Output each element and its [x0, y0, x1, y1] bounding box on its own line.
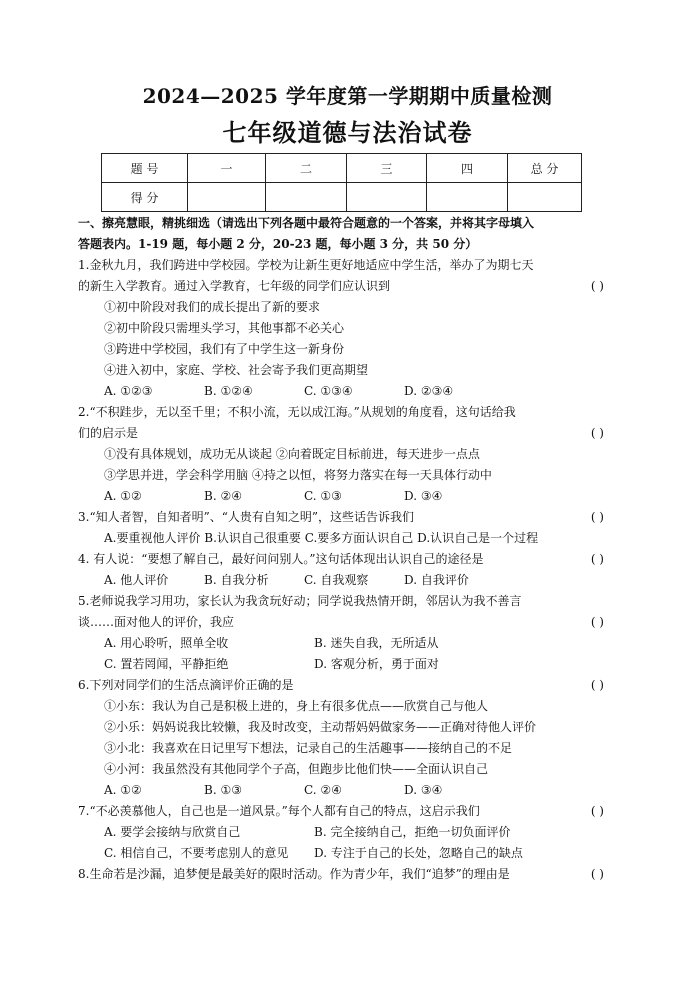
section-instructions-cont: 答题表内。1-19 题，每小题 2 分，20-23 题，每小题 3 分，共 50 分）: [78, 237, 478, 251]
option-b[interactable]: B. ①③: [204, 783, 242, 797]
question-content: [78, 213, 618, 885]
option-a[interactable]: A. ①②: [104, 489, 142, 503]
option-c[interactable]: C. ①③④: [304, 384, 353, 398]
question-6-options: [78, 780, 618, 801]
score-table: [101, 153, 582, 212]
section-instructions: 一、擦亮慧眼，精挑细选（请选出下列各题中最符合题意的一个答案，并将其字母填入: [78, 216, 535, 230]
question-1-text: 1.金秋九月，我们跨进中学校园。学校为让新生更好地适应中学生活，举办了为期七天: [78, 258, 534, 272]
statement: ②初中阶段只需埋头学习，其他事都不必关心: [104, 321, 345, 335]
statement: ③小北：我喜欢在日记里写下想法，记录自己的生活趣事——接纳自己的不足: [104, 741, 513, 755]
score-input-part4[interactable]: [427, 183, 508, 212]
score-input-part1[interactable]: [188, 183, 266, 212]
exam-title: 2024—2025 学年度第一学期期中质量检测: [142, 84, 553, 108]
question-8-text: ( ) 8.生命若是沙漏，追梦便是最美好的限时活动。作为青少年，我们“追梦”的理由是: [78, 864, 618, 885]
option-a[interactable]: A. 他人评价: [104, 573, 169, 587]
option-c[interactable]: C. 自我观察: [304, 573, 369, 587]
question-1-options: [78, 381, 618, 402]
option-d[interactable]: D. ②③④: [404, 384, 454, 398]
answer-blank[interactable]: ( ): [590, 678, 604, 692]
option-b[interactable]: B. 自我分析: [204, 573, 269, 587]
option-b[interactable]: B. ①②④: [204, 384, 253, 398]
score-table-score-row: [102, 183, 582, 212]
score-cell-score-label: 得 分: [102, 183, 188, 212]
answer-blank[interactable]: ( ): [590, 279, 604, 293]
score-cell-part2: 二: [266, 154, 347, 183]
score-table-header-row: [102, 154, 582, 183]
question-7-text: ( ) 7.“不必羡慕他人，自己也是一道风景。”每个人都有自己的特点，这启示我们: [78, 801, 618, 822]
score-cell-part3: 三: [347, 154, 427, 183]
option-d[interactable]: D. ③④: [404, 489, 443, 503]
option-a[interactable]: A. ①②③: [104, 384, 153, 398]
answer-blank[interactable]: ( ): [590, 804, 604, 818]
answer-blank[interactable]: ( ): [590, 615, 604, 629]
answer-blank[interactable]: ( ): [590, 867, 604, 881]
option-c[interactable]: C. 置若罔闻，平静拒绝: [104, 657, 229, 671]
option-c[interactable]: C. 相信自己，不要考虑别人的意见: [104, 846, 289, 860]
question-1-text-cont: ( ) 的新生入学教育。通过入学教育，七年级的同学们应认识到: [78, 276, 618, 297]
statement: ②小乐：妈妈说我比较懒，我及时改变，主动帮妈妈做家务——正确对待他人评价: [104, 720, 537, 734]
question-7-options-row2: [78, 843, 618, 864]
option-b[interactable]: B. ②④: [204, 489, 242, 503]
statement: ④小河：我虽然没有其他同学个子高，但跑步比他们快——全面认识自己: [104, 762, 489, 776]
option-b[interactable]: B. 迷失自我，无所适从: [314, 636, 439, 650]
question-4-text: ( ) 4. 有人说：“要想了解自己，最好问问别人。”这句话体现出认识自己的途径是: [78, 549, 618, 570]
option-c[interactable]: C. ①③: [304, 489, 342, 503]
question-2-options: [78, 486, 618, 507]
statement: ③学思并进，学会科学用脑 ④持之以恒，将努力落实在每一天具体行动中: [104, 468, 492, 482]
option-d[interactable]: D. ③④: [404, 783, 443, 797]
question-5-options-row1: [78, 633, 618, 654]
answer-blank[interactable]: ( ): [590, 552, 604, 566]
question-3-text: ( ) 3.“知人者智，自知者明”、“人贵有自知之明”，这些话告诉我们: [78, 507, 618, 528]
option-d[interactable]: D. 客观分析，勇于面对: [314, 657, 439, 671]
option-a[interactable]: A. ①②: [104, 783, 142, 797]
statement: ③跨进中学校园，我们有了中学生这一新身份: [104, 342, 345, 356]
option-b[interactable]: B. 完全接纳自己，拒绝一切负面评价: [314, 825, 511, 839]
question-5-options-row2: [78, 654, 618, 675]
score-input-part2[interactable]: [266, 183, 347, 212]
score-cell-part1: 一: [188, 154, 266, 183]
question-7-options-row1: [78, 822, 618, 843]
question-2-text: 2.“不积跬步，无以至千里；不积小流，无以成江海。”从规划的角度看，这句话给我: [78, 405, 516, 419]
question-3-options[interactable]: A.要重视他人评价 B.认识自己很重要 C.要多方面认识自己 D.认识自己是一个过程: [104, 531, 539, 545]
question-5-text: 5.老师说我学习用功，家长认为我贪玩好动；同学说我热情开朗，邻居认为我不善言: [78, 594, 522, 608]
score-cell-label: 题 号: [102, 154, 188, 183]
question-6-text: ( ) 6.下列对同学们的生活点滴评价正确的是: [78, 675, 618, 696]
option-d[interactable]: D. 专注于自己的长处，忽略自己的缺点: [314, 846, 523, 860]
statement: ①初中阶段对我们的成长提出了新的要求: [104, 300, 321, 314]
question-4-options: [78, 570, 618, 591]
answer-blank[interactable]: ( ): [590, 510, 604, 524]
option-a[interactable]: A. 要学会接纳与欣赏自己: [104, 825, 241, 839]
option-c[interactable]: C. ②④: [304, 783, 342, 797]
score-input-total[interactable]: [508, 183, 582, 212]
statement: ④进入初中，家庭、学校、社会寄予我们更高期望: [104, 363, 369, 377]
statement: ①没有具体规划，成功无从谈起 ②向着既定目标前进，每天进步一点点: [104, 447, 480, 461]
score-input-part3[interactable]: [347, 183, 427, 212]
question-2-text-cont: ( ) 们的启示是: [78, 423, 618, 444]
score-cell-part4: 四: [427, 154, 508, 183]
statement: ①小东：我认为自己是积极上进的，身上有很多优点——欣赏自己与他人: [104, 699, 489, 713]
score-cell-total: 总 分: [508, 154, 582, 183]
question-5-text-cont: ( ) 谈……面对他人的评价，我应: [78, 612, 618, 633]
exam-subtitle: 七年级道德与法治试卷: [222, 118, 473, 147]
answer-blank[interactable]: ( ): [590, 426, 604, 440]
option-a[interactable]: A. 用心聆听，照单全收: [104, 636, 229, 650]
option-d[interactable]: D. 自我评价: [404, 573, 469, 587]
